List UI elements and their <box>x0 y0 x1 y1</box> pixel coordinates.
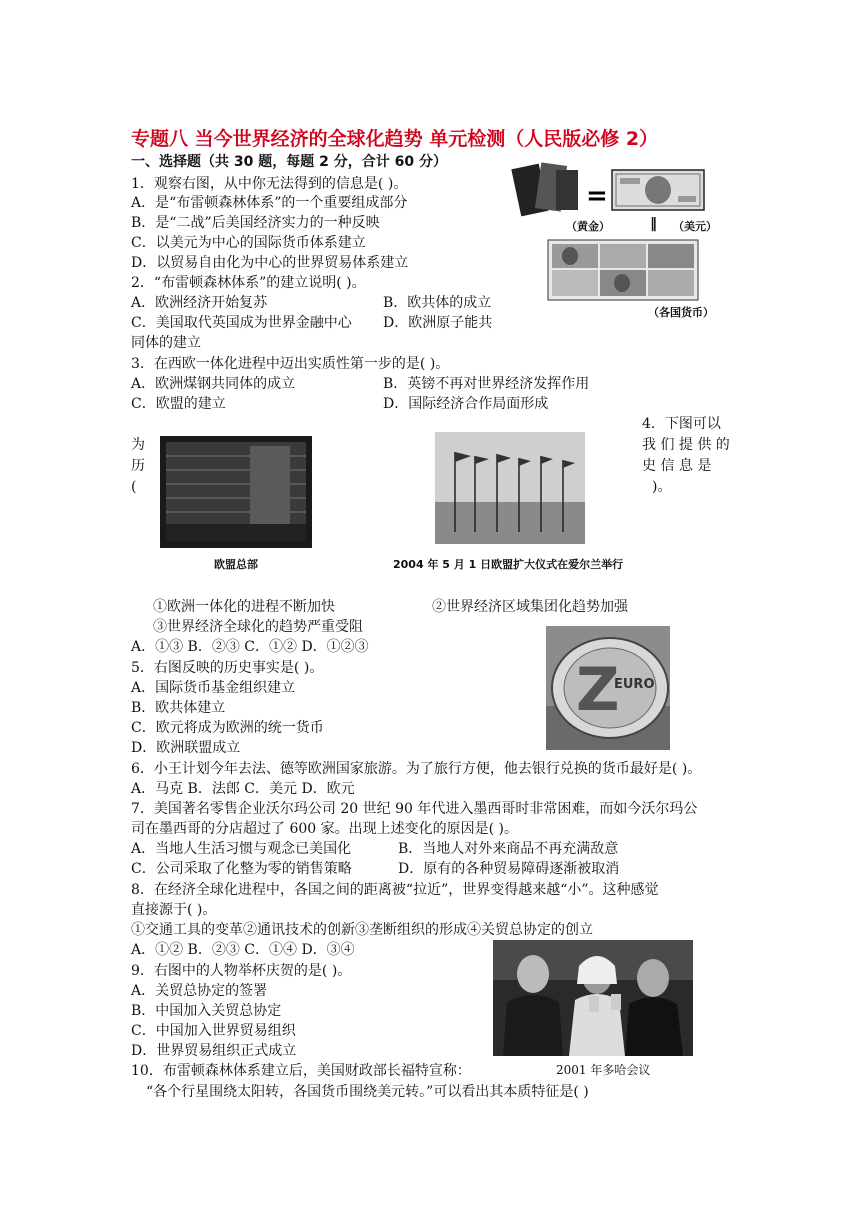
q8-options: A．①② B．②③ C．①④ D．③④ <box>131 942 355 958</box>
section-heading: 一、选择题（共 30 题，每题 2 分，合计 60 分） <box>131 154 447 170</box>
usd-caption: （美元） <box>673 220 717 233</box>
q1-option-c: C．以美元为中心的国际货币体系建立 <box>131 235 366 251</box>
q2-option-d-cont: 同体的建立 <box>131 335 201 351</box>
q2-option-a: A．欧洲经济开始复苏 <box>131 295 268 311</box>
q8-stem-1: 8．在经济全球化进程中，各国之间的距离被“拉近”，世界变得越来越“小”。这种感觉 <box>131 882 659 898</box>
q4-stem-l4: ( <box>131 479 137 495</box>
q8-items: ①交通工具的变革②通讯技术的创新③垄断组织的形成④关贸总协定的创立 <box>131 922 593 938</box>
q7-option-a: A．当地人生活习惯与观念已美国化 <box>131 841 352 857</box>
q9-stem: 9．右图中的人物举杯庆贺的是( )。 <box>131 963 352 979</box>
svg-text:Z: Z <box>576 655 620 725</box>
equivalence-mark: ‖ <box>650 216 657 232</box>
gold-dollar-figure <box>508 160 720 320</box>
q2-stem: 2．“布雷顿森林体系”的建立说明( )。 <box>131 275 366 291</box>
eu-headquarters-caption: 欧盟总部 <box>214 558 258 571</box>
world-currencies-image <box>548 240 698 300</box>
q5-option-c: C．欧元将成为欧洲的统一货币 <box>131 720 324 736</box>
q4-stem-r2: 我 们 提 供 的 <box>642 437 730 453</box>
q10-stem-1: 10．布雷顿森林体系建立后，美国财政部长福特宣称： <box>131 1063 471 1079</box>
q4-options: A．①③ B．②③ C．①② D．①②③ <box>131 639 369 655</box>
q5-option-d: D．欧洲联盟成立 <box>131 740 241 756</box>
q6-stem: 6．小王计划今年去法、德等欧洲国家旅游。为了旅行方便，他去银行兑换的货币最好是( )。 <box>131 761 702 777</box>
q9-option-b: B．中国加入关贸总协定 <box>131 1003 282 1019</box>
q5-option-a: A．国际货币基金组织建立 <box>131 680 296 696</box>
q2-option-d: D．欧洲原子能共 <box>383 315 493 331</box>
coin-lettering: EURO <box>614 677 655 692</box>
q4-statement-3: ③世界经济全球化的趋势严重受阻 <box>153 619 363 635</box>
currencies-caption: （各国货币） <box>648 306 714 319</box>
q3-option-d: D．国际经济合作局面形成 <box>383 396 549 412</box>
q4-stem-l2: 为 <box>131 437 145 453</box>
q5-stem: 5．右图反映的历史事实是( )。 <box>131 660 324 676</box>
q1-stem: 1．观察右图，从中你无法得到的信息是( )。 <box>131 176 408 192</box>
q1-option-d: D．以贸易自由化为中心的世界贸易体系建立 <box>131 255 409 271</box>
q7-option-c: C．公司采取了化整为零的销售策略 <box>131 861 352 877</box>
q10-stem-2: “各个行星围绕太阳转，各国货币围绕美元转。”可以看出其本质特征是( ) <box>146 1084 589 1100</box>
q2-option-b: B．欧共体的成立 <box>383 295 492 311</box>
q4-stem-r1: 4．下图可以 <box>642 416 721 432</box>
q8-stem-2: 直接源于( )。 <box>131 902 217 918</box>
page-title: 专题八 当今世界经济的全球化趋势 单元检测（人民版必修 2） <box>131 128 659 150</box>
q7-option-d: D．原有的各种贸易障碍逐渐被取消 <box>398 861 620 877</box>
gold-bars-image <box>511 162 578 216</box>
q1-option-a: A．是“布雷顿森林体系”的一个重要组成部分 <box>131 195 408 211</box>
doha-meeting-photo <box>493 940 693 1056</box>
doha-caption: 2001 年多哈会议 <box>556 1063 651 1077</box>
q6-options: A．马克 B．法郎 C．美元 D．欧元 <box>131 781 355 797</box>
q7-stem-2: 司在墨西哥的分店超过了 600 家。出现上述变化的原因是( )。 <box>131 821 518 837</box>
eu-headquarters-photo <box>160 436 312 548</box>
q9-option-d: D．世界贸易组织正式成立 <box>131 1043 297 1059</box>
q1-option-b: B．是“二战”后美国经济实力的一种反映 <box>131 215 380 231</box>
q4-statement-1: ①欧洲一体化的进程不断加快 <box>153 599 335 615</box>
eu-enlargement-photo <box>435 432 585 544</box>
eu-enlargement-caption: 2004 年 5 月 1 日欧盟扩大仪式在爱尔兰举行 <box>393 558 624 571</box>
q2-option-c: C．美国取代英国成为世界金融中心 <box>131 315 352 331</box>
q3-option-c: C．欧盟的建立 <box>131 396 226 412</box>
q3-stem: 3．在西欧一体化进程中迈出实质性第一步的是( )。 <box>131 356 450 372</box>
q4-stem-r4: )。 <box>652 479 672 495</box>
q4-stem-l3: 历 <box>131 458 145 474</box>
gold-caption: （黄金） <box>566 220 610 233</box>
q3-option-a: A．欧洲煤钢共同体的成立 <box>131 376 296 392</box>
q9-option-a: A．关贸总协定的签署 <box>131 983 268 999</box>
svg-text:=: = <box>586 181 608 211</box>
q4-statement-2: ②世界经济区域集团化趋势加强 <box>432 599 628 615</box>
q7-option-b: B．当地人对外来商品不再充满敌意 <box>398 841 619 857</box>
q5-option-b: B．欧共体建立 <box>131 700 226 716</box>
euro-coin-photo <box>546 626 670 750</box>
us-dollar-image <box>612 170 704 210</box>
q4-stem-r3: 史 信 息 是 <box>642 458 712 474</box>
q7-stem-1: 7．美国著名零售企业沃尔玛公司 20 世纪 90 年代进入墨西哥时非常困难，而如今沃尔玛公 <box>131 801 698 817</box>
q9-option-c: C．中国加入世界贸易组织 <box>131 1023 296 1039</box>
q3-option-b: B．英镑不再对世界经济发挥作用 <box>383 376 590 392</box>
